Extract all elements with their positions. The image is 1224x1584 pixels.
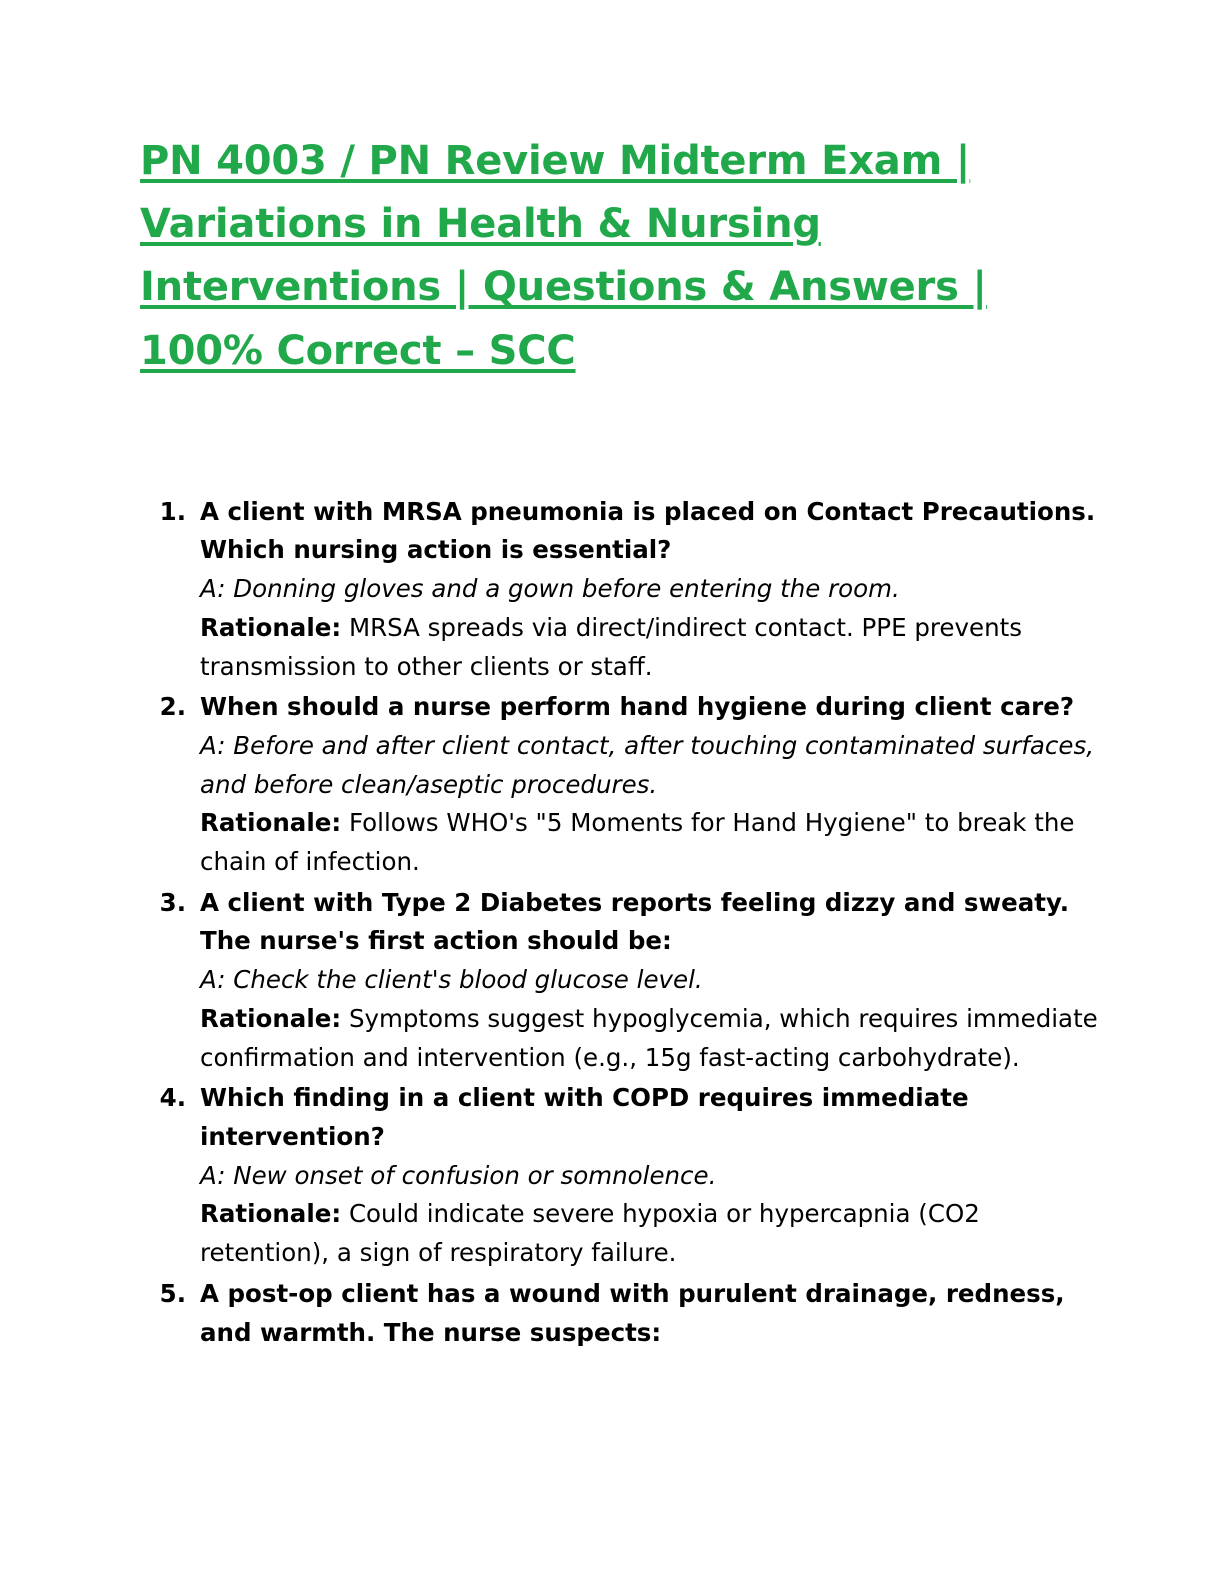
rationale-body: Follows WHO's "5 Moments for Hand Hygiene" to break the chain of infection. bbox=[200, 808, 1075, 877]
list-item bbox=[140, 1275, 1104, 1352]
rationale-label: Rationale: bbox=[200, 612, 342, 642]
rationale-body: Symptoms suggest hypoglycemia, which requires immediate confirmation and intervention (e.g., 15g fast-acting carbohydrate). bbox=[200, 1003, 1098, 1072]
rationale-label: Rationale: bbox=[200, 1199, 342, 1229]
rationale-label: Rationale: bbox=[200, 808, 342, 838]
list-item-number: 1. bbox=[159, 496, 186, 526]
answer-text: A: New onset of confusion or somnolence. bbox=[200, 1160, 717, 1190]
question-text: When should a nurse perform hand hygiene during client care? bbox=[200, 692, 1075, 722]
question-text: Which finding in a client with COPD requires immediate intervention? bbox=[200, 1083, 969, 1151]
list-item-number: 4. bbox=[159, 1083, 186, 1113]
rationale-text bbox=[200, 1000, 1104, 1077]
answer-text: A: Before and after client contact, after touching contaminated surfaces, and before clean/aseptic procedures. bbox=[200, 730, 1094, 799]
answer-text: A: Donning gloves and a gown before entering the room. bbox=[200, 574, 900, 604]
list-item-number: 5. bbox=[159, 1278, 186, 1308]
list-item bbox=[140, 493, 1104, 687]
list-item bbox=[140, 688, 1104, 882]
rationale-text bbox=[200, 609, 1104, 686]
answer-text: A: Check the client's blood glucose level. bbox=[200, 965, 703, 995]
question-text: A client with Type 2 Diabetes reports feeling dizzy and sweaty. The nurse's first action should be: bbox=[200, 887, 1069, 956]
question-text: A client with MRSA pneumonia is placed on Contact Precautions. Which nursing action is essential? bbox=[200, 496, 1096, 565]
question-answer-list bbox=[140, 493, 1104, 1352]
rationale-label: Rationale: bbox=[200, 1003, 342, 1033]
rationale-body: Could indicate severe hypoxia or hypercapnia (CO2 retention), a sign of respiratory failure. bbox=[200, 1199, 980, 1268]
question-text: A post-op client has a wound with purulent drainage, redness, and warmth. The nurse suspects: bbox=[200, 1278, 1065, 1347]
list-item-number: 3. bbox=[159, 887, 186, 917]
page-title: PN 4003 / PN Review Midterm Exam | Variations in Health & Nursing Interventions | Questions & Answers | 100% Correct – SCC bbox=[140, 138, 987, 374]
list-item-number: 2. bbox=[159, 692, 186, 722]
list-item bbox=[140, 1079, 1104, 1273]
rationale-text bbox=[200, 804, 1104, 881]
rationale-text bbox=[200, 1195, 1104, 1272]
rationale-body: MRSA spreads via direct/indirect contact. PPE prevents transmission to other clients or staff. bbox=[200, 612, 1022, 681]
list-item bbox=[140, 884, 1104, 1078]
